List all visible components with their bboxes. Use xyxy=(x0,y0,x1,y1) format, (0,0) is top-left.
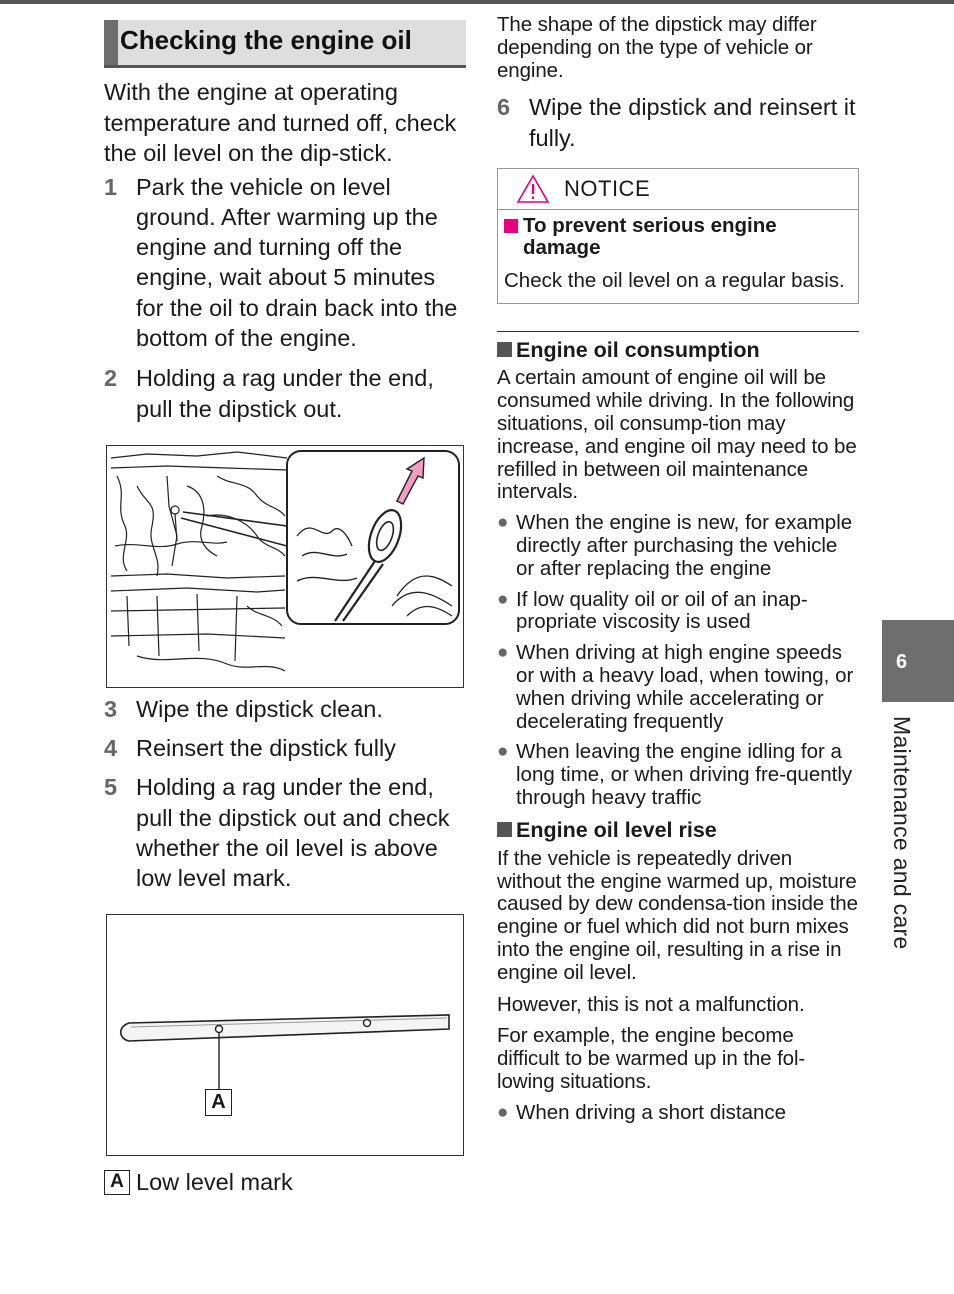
chapter-label: Maintenance and care xyxy=(889,716,915,950)
warning-triangle-icon xyxy=(516,174,550,204)
consumption-heading xyxy=(497,338,859,362)
step-number: 4 xyxy=(104,735,118,762)
intro-paragraph: With the engine at operating temperature and turned off, check the oil level on the dip-stick. xyxy=(104,79,457,166)
step-text: Wipe the dipstick and reinsert it fully. xyxy=(529,94,856,151)
square-bullet-icon xyxy=(497,342,512,357)
square-bullet-icon xyxy=(497,822,512,837)
section-divider xyxy=(497,331,859,332)
bullet-dot-icon: ● xyxy=(497,642,509,664)
step-4 xyxy=(104,733,466,763)
right-column xyxy=(497,14,859,1125)
section-title: Checking the engine oil xyxy=(120,25,412,55)
consumption-bullet xyxy=(497,512,859,580)
top-rule xyxy=(0,0,954,4)
caption-text: Low level mark xyxy=(136,1168,293,1195)
rise-paragraph-1: If the vehicle is repeatedly driven without the engine warmed up, moisture caused by dew condensa-tion inside the engine or fuel which did not burn mixes into the engine oil, resulting in a rise in engine oil level. xyxy=(497,846,858,984)
step-text: Holding a rag under the end, pull the dipstick out. xyxy=(136,365,434,422)
caption-label-box: A xyxy=(104,1170,130,1195)
pink-square-icon xyxy=(504,219,518,233)
figure-label-a: A xyxy=(205,1089,232,1116)
chapter-tab[interactable] xyxy=(882,620,954,702)
rise-paragraph-3: For example, the engine become difficult to be warmed up in the fol-lowing situations. xyxy=(497,1024,806,1093)
rise-bullet xyxy=(497,1102,859,1125)
step-2 xyxy=(104,363,466,424)
dipstick-level-illustration xyxy=(106,914,464,1156)
section-header xyxy=(104,20,466,68)
dipstick-svg xyxy=(107,915,463,1155)
bullet-text: When the engine is new, for example directly after purchasing the vehicle or after replacing the engine xyxy=(516,511,853,580)
step-text: Holding a rag under the end, pull the dipstick out and check whether the oil level is above low level mark. xyxy=(136,774,450,892)
step-6 xyxy=(497,92,859,153)
consumption-bullet xyxy=(497,589,859,635)
bullet-text: When leaving the engine idling for a long time, or when driving fre-quently through heavy traffic xyxy=(516,740,853,810)
step-text: Wipe the dipstick clean. xyxy=(136,695,383,722)
notice-subtitle xyxy=(504,215,852,260)
consumption-paragraph: A certain amount of engine oil will be consumed while driving. In the following situations, oil consump-tion may increase, and engine oil may need to be refilled in between oil maintenance intervals. xyxy=(497,366,857,504)
step-number: 5 xyxy=(104,774,118,801)
bullet-text: When driving a short distance xyxy=(516,1100,787,1124)
engine-illustration-svg xyxy=(107,446,463,687)
bullet-dot-icon: ● xyxy=(497,512,509,534)
left-column xyxy=(104,20,466,1196)
consumption-title: Engine oil consumption xyxy=(516,338,760,363)
consumption-bullet xyxy=(497,642,859,733)
step-text: Reinsert the dipstick fully xyxy=(136,735,396,762)
rise-paragraph-2: However, this is not a malfunction. xyxy=(497,992,805,1016)
notice-header xyxy=(498,169,858,210)
rise-title: Engine oil level rise xyxy=(516,817,717,842)
notice-body xyxy=(498,210,858,304)
step-text: Park the vehicle on level ground. After warming up the engine and turning off the engine, wait about 5 minutes for the oil to drain back into the bottom of the engine. xyxy=(136,173,458,351)
step-3 xyxy=(104,694,466,724)
step-number: 2 xyxy=(104,365,118,392)
consumption-bullet xyxy=(497,741,859,809)
step-1 xyxy=(104,172,466,354)
bullet-text: When driving at high engine speeds or with a heavy load, when towing, or when driving while accelerating or decelerating frequently xyxy=(516,641,854,733)
bullet-dot-icon: ● xyxy=(497,1101,509,1123)
bullet-dot-icon: ● xyxy=(497,741,509,763)
notice-subtitle-text: To prevent serious engine damage xyxy=(523,213,777,260)
notice-label: NOTICE xyxy=(564,175,651,201)
engine-dipstick-illustration xyxy=(106,445,464,688)
chapter-number: 6 xyxy=(896,651,908,673)
figure-caption xyxy=(104,1169,466,1196)
rise-heading xyxy=(497,818,859,842)
step-number: 6 xyxy=(497,94,511,121)
bullet-dot-icon: ● xyxy=(497,588,509,610)
notice-box xyxy=(497,168,859,305)
dipstick-shape-note: The shape of the dipstick may differ depending on the type of vehicle or engine. xyxy=(497,13,817,82)
step-5 xyxy=(104,772,466,893)
section-header-bar xyxy=(104,20,118,65)
step-number: 3 xyxy=(104,695,118,722)
notice-text: Check the oil level on a regular basis. xyxy=(504,268,845,292)
bullet-text: If low quality oil or oil of an inap-propriate viscosity is used xyxy=(516,587,808,634)
step-number: 1 xyxy=(104,173,118,200)
